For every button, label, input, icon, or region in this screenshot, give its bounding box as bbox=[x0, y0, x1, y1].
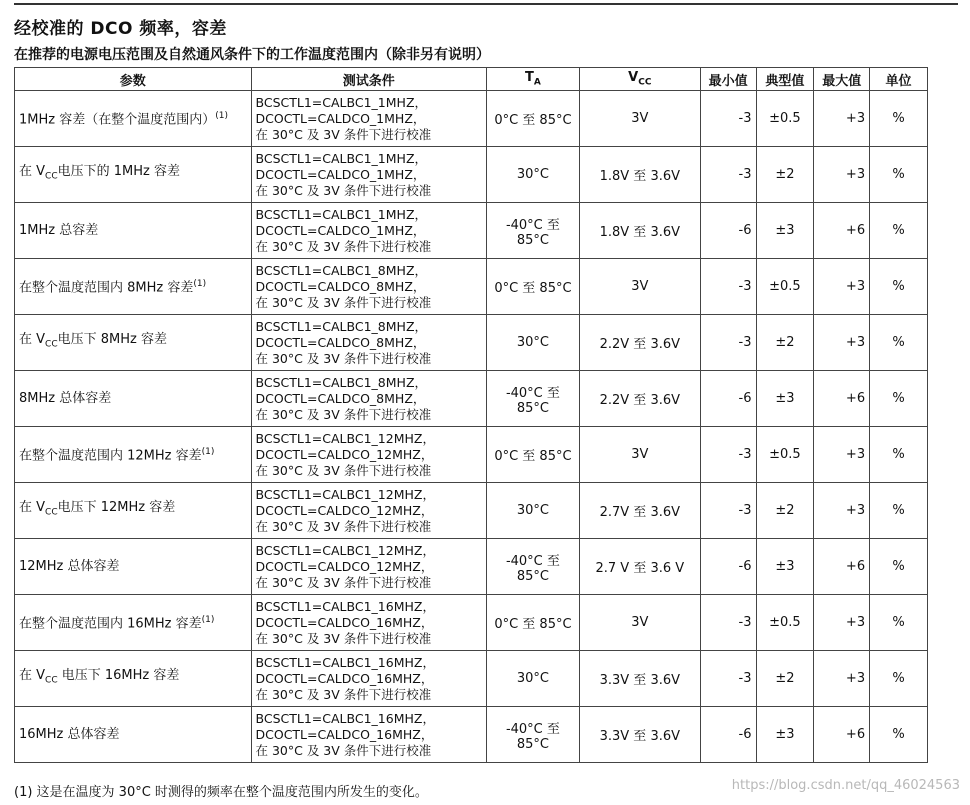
table-header-row bbox=[15, 68, 928, 91]
table-row bbox=[15, 483, 928, 539]
footnote-ref: (1) bbox=[201, 447, 215, 458]
condition-line: DCOCTL=CALDCO_8MHZ， bbox=[255, 278, 426, 294]
unit-cell: % bbox=[870, 707, 928, 763]
typ-cell: ±3 bbox=[756, 707, 814, 763]
param-text: 在整个温度范围内 8MHz 容差 bbox=[19, 280, 194, 296]
condition-cell bbox=[251, 427, 486, 483]
param-text: 8MHz 总体容差 bbox=[19, 390, 112, 406]
typ-cell: ±2 bbox=[756, 147, 814, 203]
condition-cell bbox=[251, 651, 486, 707]
min-cell: -3 bbox=[700, 427, 756, 483]
condition-line: DCOCTL=CALDCO_16MHZ， bbox=[255, 670, 434, 686]
header-ta-main: T bbox=[525, 70, 534, 86]
table-row bbox=[15, 147, 928, 203]
typ-cell: ±3 bbox=[756, 371, 814, 427]
table-row bbox=[15, 91, 928, 147]
vcc-cell: 2.2V 至 3.6V bbox=[579, 315, 700, 371]
vcc-cell: 3V bbox=[579, 259, 700, 315]
max-cell: +3 bbox=[814, 427, 870, 483]
table-row bbox=[15, 315, 928, 371]
param-cell bbox=[15, 595, 252, 651]
param-text: 16MHz 总体容差 bbox=[19, 726, 120, 742]
condition-line: 在 30°C 及 3V 条件下进行校准 bbox=[255, 182, 432, 198]
spec-table bbox=[14, 67, 928, 763]
min-cell: -6 bbox=[700, 371, 756, 427]
param-cell bbox=[15, 539, 252, 595]
param-cell bbox=[15, 483, 252, 539]
param-cell bbox=[15, 259, 252, 315]
condition-line: DCOCTL=CALDCO_12MHZ， bbox=[255, 558, 434, 574]
ta-cell: 30°C bbox=[486, 651, 579, 707]
min-cell: -3 bbox=[700, 147, 756, 203]
table-row bbox=[15, 371, 928, 427]
condition-line: 在 30°C 及 3V 条件下进行校准 bbox=[255, 742, 432, 758]
header-vcc-main: V bbox=[628, 70, 639, 86]
ta-cell: 30°C bbox=[486, 315, 579, 371]
document-title: 经校准的 DCO 频率，容差 bbox=[14, 19, 227, 39]
condition-cell bbox=[251, 707, 486, 763]
vcc-cell: 3V bbox=[579, 595, 700, 651]
min-cell: -3 bbox=[700, 595, 756, 651]
table-row bbox=[15, 427, 928, 483]
condition-line: DCOCTL=CALDCO_16MHZ， bbox=[255, 726, 434, 742]
condition-line: DCOCTL=CALDCO_12MHZ， bbox=[255, 502, 434, 518]
typ-cell: ±2 bbox=[756, 651, 814, 707]
ta-cell: -40°C 至 85°C bbox=[486, 539, 579, 595]
min-cell: -3 bbox=[700, 259, 756, 315]
ta-cell: -40°C 至 85°C bbox=[486, 203, 579, 259]
footnote-ref: (1) bbox=[201, 615, 215, 626]
unit-cell: % bbox=[870, 203, 928, 259]
vcc-cell: 3.3V 至 3.6V bbox=[579, 651, 700, 707]
condition-line: DCOCTL=CALDCO_8MHZ， bbox=[255, 390, 426, 406]
header-max: 最大值 bbox=[814, 68, 870, 91]
table-row bbox=[15, 651, 928, 707]
document-subtitle: 在推荐的电源电压范围及自然通风条件下的工作温度范围内（除非另有说明） bbox=[14, 47, 490, 63]
max-cell: +3 bbox=[814, 315, 870, 371]
ta-cell: 0°C 至 85°C bbox=[486, 259, 579, 315]
unit-cell: % bbox=[870, 91, 928, 147]
condition-line: 在 30°C 及 3V 条件下进行校准 bbox=[255, 294, 432, 310]
param-text: 在 V bbox=[19, 500, 46, 516]
header-vcc-sub: CC bbox=[638, 77, 652, 88]
header-cond: 测试条件 bbox=[251, 68, 486, 91]
max-cell: +3 bbox=[814, 595, 870, 651]
condition-line: DCOCTL=CALDCO_1MHZ， bbox=[255, 222, 426, 238]
min-cell: -3 bbox=[700, 483, 756, 539]
condition-line: BCSCTL1=CALBC1_16MHZ， bbox=[255, 598, 435, 614]
table-row bbox=[15, 259, 928, 315]
condition-line: 在 30°C 及 3V 条件下进行校准 bbox=[255, 630, 432, 646]
unit-cell: % bbox=[870, 427, 928, 483]
ta-cell: 0°C 至 85°C bbox=[486, 427, 579, 483]
unit-cell: % bbox=[870, 147, 928, 203]
param-text: 在整个温度范围内 12MHz 容差 bbox=[19, 448, 202, 464]
max-cell: +3 bbox=[814, 651, 870, 707]
param-text-post: 电压下 16MHz 容差 bbox=[57, 668, 180, 684]
typ-cell: ±3 bbox=[756, 539, 814, 595]
typ-cell: ±2 bbox=[756, 315, 814, 371]
condition-line: BCSCTL1=CALBC1_16MHZ， bbox=[255, 710, 435, 726]
max-cell: +3 bbox=[814, 259, 870, 315]
param-text: 1MHz 总容差 bbox=[19, 222, 99, 238]
condition-line: 在 30°C 及 3V 条件下进行校准 bbox=[255, 126, 432, 142]
param-cell bbox=[15, 203, 252, 259]
condition-line: BCSCTL1=CALBC1_16MHZ， bbox=[255, 654, 435, 670]
param-cell bbox=[15, 147, 252, 203]
condition-line: BCSCTL1=CALBC1_8MHZ， bbox=[255, 318, 428, 334]
vcc-cell: 2.7 V 至 3.6 V bbox=[579, 539, 700, 595]
condition-line: BCSCTL1=CALBC1_8MHZ， bbox=[255, 374, 428, 390]
unit-cell: % bbox=[870, 539, 928, 595]
table-row bbox=[15, 539, 928, 595]
vcc-cell: 3.3V 至 3.6V bbox=[579, 707, 700, 763]
typ-cell: ±2 bbox=[756, 483, 814, 539]
max-cell: +6 bbox=[814, 371, 870, 427]
header-param: 参数 bbox=[15, 68, 252, 91]
max-cell: +6 bbox=[814, 203, 870, 259]
param-subscript: CC bbox=[45, 171, 58, 182]
table-body bbox=[15, 91, 928, 763]
typ-cell: ±0.5 bbox=[756, 595, 814, 651]
header-ta bbox=[486, 68, 579, 91]
condition-line: 在 30°C 及 3V 条件下进行校准 bbox=[255, 518, 432, 534]
param-cell bbox=[15, 707, 252, 763]
condition-cell bbox=[251, 371, 486, 427]
condition-line: BCSCTL1=CALBC1_1MHZ， bbox=[255, 150, 428, 166]
param-text: 在 V bbox=[19, 332, 46, 348]
param-subscript: CC bbox=[45, 507, 58, 518]
top-rule bbox=[14, 3, 958, 5]
unit-cell: % bbox=[870, 371, 928, 427]
condition-line: BCSCTL1=CALBC1_1MHZ， bbox=[255, 94, 428, 110]
header-vcc bbox=[579, 68, 700, 91]
condition-line: 在 30°C 及 3V 条件下进行校准 bbox=[255, 462, 432, 478]
condition-line: DCOCTL=CALDCO_12MHZ， bbox=[255, 446, 434, 462]
table-row bbox=[15, 203, 928, 259]
param-cell bbox=[15, 427, 252, 483]
vcc-cell: 3V bbox=[579, 427, 700, 483]
param-text: 在 V bbox=[19, 164, 46, 180]
ta-cell: -40°C 至 85°C bbox=[486, 371, 579, 427]
condition-line: DCOCTL=CALDCO_8MHZ， bbox=[255, 334, 426, 350]
condition-cell bbox=[251, 315, 486, 371]
condition-cell bbox=[251, 259, 486, 315]
ta-cell: 30°C bbox=[486, 483, 579, 539]
condition-line: DCOCTL=CALDCO_1MHZ， bbox=[255, 110, 426, 126]
condition-line: DCOCTL=CALDCO_1MHZ， bbox=[255, 166, 426, 182]
header-typ: 典型值 bbox=[756, 68, 814, 91]
header-unit: 单位 bbox=[870, 68, 928, 91]
max-cell: +3 bbox=[814, 91, 870, 147]
min-cell: -6 bbox=[700, 203, 756, 259]
condition-cell bbox=[251, 483, 486, 539]
unit-cell: % bbox=[870, 651, 928, 707]
condition-line: BCSCTL1=CALBC1_12MHZ， bbox=[255, 542, 435, 558]
typ-cell: ±3 bbox=[756, 203, 814, 259]
param-text: 在 V bbox=[19, 668, 46, 684]
table-row bbox=[15, 595, 928, 651]
condition-line: BCSCTL1=CALBC1_8MHZ， bbox=[255, 262, 428, 278]
unit-cell: % bbox=[870, 595, 928, 651]
condition-cell bbox=[251, 595, 486, 651]
condition-line: 在 30°C 及 3V 条件下进行校准 bbox=[255, 350, 432, 366]
min-cell: -3 bbox=[700, 651, 756, 707]
param-cell bbox=[15, 651, 252, 707]
param-cell bbox=[15, 371, 252, 427]
param-text: 12MHz 总体容差 bbox=[19, 558, 120, 574]
param-text-post: 电压下 12MHz 容差 bbox=[57, 500, 176, 516]
vcc-cell: 2.7V 至 3.6V bbox=[579, 483, 700, 539]
param-text: 1MHz 容差（在整个温度范围内） bbox=[19, 112, 216, 128]
typ-cell: ±0.5 bbox=[756, 91, 814, 147]
condition-cell bbox=[251, 203, 486, 259]
ta-cell: 0°C 至 85°C bbox=[486, 595, 579, 651]
table-row bbox=[15, 707, 928, 763]
vcc-cell: 2.2V 至 3.6V bbox=[579, 371, 700, 427]
watermark: https://blog.csdn.net/qq_46024563 bbox=[731, 778, 960, 793]
condition-cell bbox=[251, 539, 486, 595]
condition-line: 在 30°C 及 3V 条件下进行校准 bbox=[255, 574, 432, 590]
condition-cell bbox=[251, 147, 486, 203]
min-cell: -6 bbox=[700, 539, 756, 595]
condition-line: BCSCTL1=CALBC1_12MHZ， bbox=[255, 430, 435, 446]
param-cell bbox=[15, 315, 252, 371]
header-min: 最小值 bbox=[700, 68, 756, 91]
ta-cell: 0°C 至 85°C bbox=[486, 91, 579, 147]
unit-cell: % bbox=[870, 259, 928, 315]
vcc-cell: 3V bbox=[579, 91, 700, 147]
param-text: 在整个温度范围内 16MHz 容差 bbox=[19, 616, 202, 632]
condition-line: BCSCTL1=CALBC1_12MHZ， bbox=[255, 486, 435, 502]
min-cell: -6 bbox=[700, 707, 756, 763]
max-cell: +6 bbox=[814, 539, 870, 595]
typ-cell: ±0.5 bbox=[756, 259, 814, 315]
condition-line: DCOCTL=CALDCO_16MHZ， bbox=[255, 614, 434, 630]
condition-cell bbox=[251, 91, 486, 147]
footnote: (1) 这是在温度为 30°C 时测得的频率在整个温度范围内所发生的变化。 bbox=[14, 785, 428, 800]
vcc-cell: 1.8V 至 3.6V bbox=[579, 147, 700, 203]
footnote-ref: (1) bbox=[193, 279, 207, 290]
param-subscript: CC bbox=[45, 675, 58, 686]
condition-line: BCSCTL1=CALBC1_1MHZ， bbox=[255, 206, 428, 222]
ta-cell: -40°C 至 85°C bbox=[486, 707, 579, 763]
param-cell bbox=[15, 91, 252, 147]
unit-cell: % bbox=[870, 315, 928, 371]
footnote-ref: (1) bbox=[215, 111, 228, 122]
unit-cell: % bbox=[870, 483, 928, 539]
param-text-post: 电压下 8MHz 容差 bbox=[57, 332, 167, 348]
typ-cell: ±0.5 bbox=[756, 427, 814, 483]
max-cell: +3 bbox=[814, 483, 870, 539]
param-subscript: CC bbox=[45, 339, 58, 350]
min-cell: -3 bbox=[700, 91, 756, 147]
min-cell: -3 bbox=[700, 315, 756, 371]
vcc-cell: 1.8V 至 3.6V bbox=[579, 203, 700, 259]
header-ta-sub: A bbox=[533, 77, 541, 88]
max-cell: +3 bbox=[814, 147, 870, 203]
param-text-post: 电压下的 1MHz 容差 bbox=[57, 164, 180, 180]
condition-line: 在 30°C 及 3V 条件下进行校准 bbox=[255, 686, 432, 702]
ta-cell: 30°C bbox=[486, 147, 579, 203]
max-cell: +6 bbox=[814, 707, 870, 763]
condition-line: 在 30°C 及 3V 条件下进行校准 bbox=[255, 406, 432, 422]
condition-line: 在 30°C 及 3V 条件下进行校准 bbox=[255, 238, 432, 254]
